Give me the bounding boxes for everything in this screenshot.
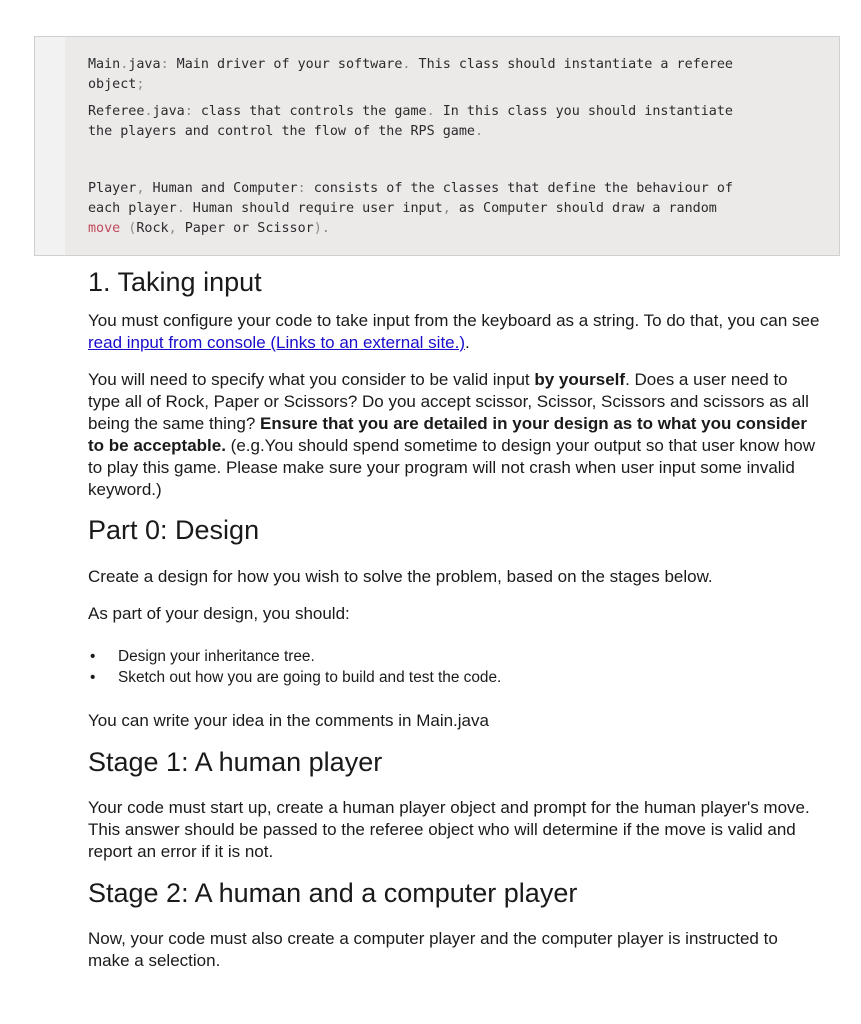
external-link[interactable]: read input from console (Links to an external site.) [88,333,466,352]
code-token: Rock [136,221,169,236]
paragraph-text: (e.g.You should spend sometime to design your output so that user know how to play this game. Please make sure your program will not crash when user input some invalid keyword.) [88,436,816,499]
code-token: : [184,104,193,119]
paragraph: As part of your design, you should: [88,604,350,623]
code-token: : [297,181,306,196]
code-line-player-3 [88,219,330,239]
paragraph: Now, your code must also create a computer player and the computer player is instructed to make a selection. [88,929,778,970]
code-token: Main [88,57,121,72]
code-token: consists of the classes that define the behaviour of [305,181,733,196]
code-token: each player [88,201,177,216]
code-token: object [88,77,137,92]
code-token: : [160,57,169,72]
code-token: Human should require user input [184,201,443,216]
list-item: • Design your inheritance tree. [88,646,501,667]
bullet-list [88,646,501,688]
code-line-player-1 [88,179,733,199]
paragraph-text: . Does a user need to type all of Rock, Paper or Scissors? Do you accept scissor, Scissor, Scissors and scissors as all being the same thing? [88,370,809,433]
paragraph [88,310,823,354]
code-token: This class should instantiate a referee [410,57,733,72]
list-item: • Sketch out how you are going to build and test the code. [88,667,501,688]
code-token: . [144,104,153,119]
code-line-referee-2 [88,122,483,142]
code-line-main-1 [88,55,733,75]
code-token: In this class you should instantiate [434,104,733,119]
code-token: Main driver of your software [168,57,403,72]
code-token: . [402,57,411,72]
code-token: Human and Computer [144,181,298,196]
code-token: , [168,221,177,236]
section-heading: Stage 2: A human and a computer player [88,878,578,908]
code-token: Referee [88,104,145,119]
bold-text: by yourself [534,370,626,389]
code-line-main-2 [88,75,144,95]
code-token: Paper or Scissor [176,221,314,236]
code-line-player-2 [88,199,717,219]
section-heading: Part 0: Design [88,515,260,545]
paragraph: Create a design for how you wish to solve the problem, based on the stages below. [88,567,713,586]
code-token: , [442,201,451,216]
code-token: Player [88,181,137,196]
code-token: ( [120,221,137,236]
code-token: ; [136,77,145,92]
paragraph [88,369,823,501]
code-token: class that controls the game [192,104,427,119]
paragraph-text: You will need to specify what you consider to be valid input [88,370,535,389]
code-token: the players and control the flow of the RPS game [88,124,475,139]
code-token: java [128,57,161,72]
section-heading: Stage 1: A human player [88,747,383,777]
section-heading: 1. Taking input [88,267,262,297]
code-token: . [426,104,435,119]
code-token: java [152,104,185,119]
paragraph-text: . [465,333,470,352]
paragraph-text: You must configure your code to take input from the keyboard as a string. To do that, you can see [88,311,820,330]
bold-text: Ensure that you are detailed in your design as to what you consider to be acceptable. [88,414,807,455]
paragraph: You can write your idea in the comments in Main.java [88,711,489,730]
code-token: , [136,181,145,196]
code-token: . [176,201,185,216]
code-line-referee-1 [88,102,733,122]
code-keyword: move [88,221,121,236]
code-token: ). [313,221,330,236]
code-token: as Computer should draw a random [450,201,717,216]
paragraph: Your code must start up, create a human player object and prompt for the human player's move. This answer should be passed to the referee object who will determine if the move is valid and report an error if it is not. [88,798,810,861]
code-token: . [120,57,129,72]
code-token: . [474,124,484,139]
